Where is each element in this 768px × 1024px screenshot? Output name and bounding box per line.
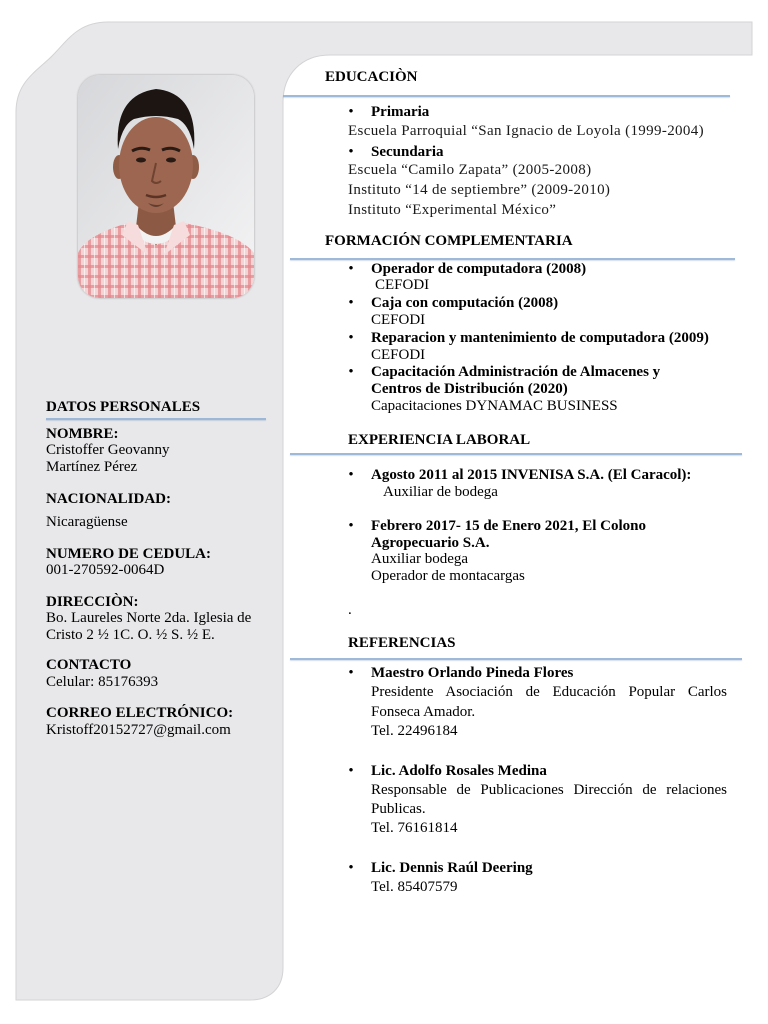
reference-phone: Tel. 85407579 <box>371 879 458 895</box>
section-rule <box>290 258 735 260</box>
job-title: Agropecuario S.A. <box>371 535 490 551</box>
section-rule <box>283 95 730 97</box>
full-name-line: Martínez Pérez <box>46 459 138 475</box>
reference-name: Maestro Orlando Pineda Flores <box>371 665 574 681</box>
section-rule <box>290 453 742 455</box>
full-name-line: Cristoffer Geovanny <box>46 442 170 458</box>
id-number-value: 001-270592-0064D <box>46 562 165 578</box>
section-rule <box>46 418 266 420</box>
reference-name: Lic. Dennis Raúl Deering <box>371 860 533 876</box>
reference-detail: Responsable de Publicaciones Dirección de relaciones <box>371 782 727 798</box>
profile-photo <box>78 75 254 298</box>
nationality-label: NACIONALIDAD: <box>46 491 172 507</box>
contact-label: CONTACTO <box>46 657 132 673</box>
bullet-marker: • <box>348 665 354 681</box>
address-line: Cristo 2 ½ 1C. O. ½ S. ½ E. <box>46 627 215 643</box>
education-school: Instituto “14 de septiembre” (2009-2010) <box>348 182 611 198</box>
training-institution: CEFODI <box>371 347 426 363</box>
education-school: Instituto “Experimental México” <box>348 202 557 218</box>
bullet-marker: • <box>348 144 354 160</box>
nationality-value: Nicaragüense <box>46 514 128 530</box>
job-title: Febrero 2017- 15 de Enero 2021, El Colono <box>371 518 646 534</box>
bullet-marker: • <box>348 763 354 779</box>
job-title: Agosto 2011 al 2015 INVENISA S.A. (El Caracol): <box>371 467 692 483</box>
bullet-marker: • <box>348 295 354 311</box>
education-school: Escuela Parroquial “San Ignacio de Loyola (1999-2004) <box>348 123 704 139</box>
section-rule <box>290 658 742 660</box>
email-label: CORREO ELECTRÓNICO: <box>46 705 234 721</box>
reference-detail: Publicas. <box>371 801 426 817</box>
name-label: NOMBRE: <box>46 426 119 442</box>
training-institution: CEFODI <box>371 312 426 328</box>
training-title: Operador de computadora (2008) <box>371 261 587 277</box>
bullet-marker: • <box>348 860 354 876</box>
reference-detail: Presidente Asociación de Educación Popular Carlos <box>371 684 727 700</box>
training-institution: CEFODI <box>375 277 430 293</box>
reference-phone: Tel. 76161814 <box>371 820 458 836</box>
bullet-marker: • <box>348 364 354 380</box>
section-heading-references: REFERENCIAS <box>348 635 456 651</box>
bullet-marker: • <box>348 330 354 346</box>
education-school: Escuela “Camilo Zapata” (2005-2008) <box>348 162 592 178</box>
section-heading-experience: EXPERIENCIA LABORAL <box>348 432 531 448</box>
address-line: Bo. Laureles Norte 2da. Iglesia de <box>46 610 252 626</box>
id-number-label: NUMERO DE CEDULA: <box>46 546 211 562</box>
email-value: Kristoff20152727@gmail.com <box>46 722 231 738</box>
address-label: DIRECCIÒN: <box>46 594 139 610</box>
reference-detail: Fonseca Amador. <box>371 704 476 720</box>
job-role: Auxiliar de bodega <box>383 484 498 500</box>
bullet-marker: • <box>348 104 354 120</box>
reference-name: Lic. Adolfo Rosales Medina <box>371 763 547 779</box>
bullet-marker: • <box>348 467 354 483</box>
education-level-title: Primaria <box>371 104 430 120</box>
reference-phone: Tel. 22496184 <box>371 723 458 739</box>
phone-value: Celular: 85176393 <box>46 674 159 690</box>
training-institution: Capacitaciones DYNAMAC BUSINESS <box>371 398 618 414</box>
training-title: Reparacion y mantenimiento de computadora (2009) <box>371 330 709 346</box>
training-title: Caja con computación (2008) <box>371 295 559 311</box>
section-heading-training: FORMACIÓN COMPLEMENTARIA <box>325 233 573 249</box>
bullet-marker: • <box>348 261 354 277</box>
section-heading-personal: DATOS PERSONALES <box>46 399 201 415</box>
training-title: Capacitación Administración de Almacenes y <box>371 364 661 380</box>
bullet-marker: • <box>348 518 354 534</box>
stray-period: . <box>348 602 352 618</box>
job-role: Auxiliar bodega <box>371 551 469 567</box>
section-heading-education: EDUCACIÒN <box>325 69 418 85</box>
job-role: Operador de montacargas <box>371 568 525 584</box>
education-level-title: Secundaria <box>371 144 444 160</box>
training-title: Centros de Distribución (2020) <box>371 381 568 397</box>
